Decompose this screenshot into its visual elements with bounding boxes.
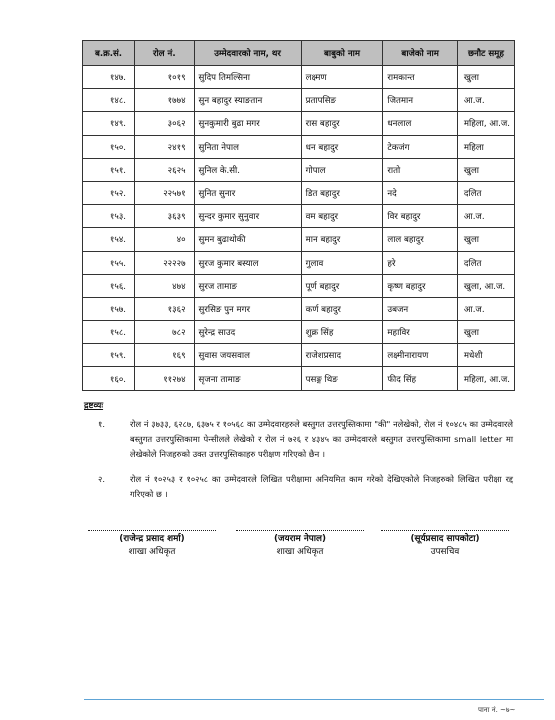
table-row	[83, 321, 515, 344]
roll-cell: २४१९	[135, 135, 195, 158]
selection-group-cell: महिला, आ.ज.	[457, 112, 514, 135]
selection-group-cell: आ.ज.	[457, 205, 514, 228]
serial-cell: १५९.	[83, 344, 135, 367]
selection-group-cell: मधेशी	[457, 344, 514, 367]
table-header-row	[83, 41, 515, 66]
serial-cell: १५३.	[83, 205, 135, 228]
grandfather-name-cell: नदे	[383, 181, 458, 204]
candidate-name-cell: सुदिप तिमल्सिना	[194, 66, 301, 89]
selection-group-cell: खुला, आ.ज.	[457, 274, 514, 297]
candidate-name-cell: सुन्दर कुमार सुनुवार	[194, 205, 301, 228]
candidate-name-cell: सुवास जयसवाल	[194, 344, 301, 367]
father-name-cell: लक्ष्मण	[301, 66, 383, 89]
roll-cell: १६९	[135, 344, 195, 367]
serial-cell: १५२.	[83, 181, 135, 204]
page-number: पाना नं. ~७~	[478, 706, 516, 714]
signature-line	[381, 523, 509, 531]
roll-cell: १३६२	[135, 297, 195, 320]
serial-cell: १५५.	[83, 251, 135, 274]
serial-cell: १५७.	[83, 297, 135, 320]
selection-group-cell: महिला	[457, 135, 514, 158]
header-selection-group: छनौट समूह	[457, 41, 514, 66]
signatory-title: शाखा अधिकृत	[276, 547, 324, 557]
father-name-cell: राजेशप्रसाद	[301, 344, 383, 367]
father-name-cell: गुलाव	[301, 251, 383, 274]
serial-cell: १५६.	[83, 274, 135, 297]
roll-cell: ११२७४	[135, 367, 195, 390]
note-item	[98, 417, 513, 462]
father-name-cell: पूर्ण बहादुर	[301, 274, 383, 297]
father-name-cell: रास बहादुर	[301, 112, 383, 135]
serial-cell: १४९.	[83, 112, 135, 135]
signature-line	[88, 523, 216, 531]
grandfather-name-cell: कृष्ण बहादुर	[383, 274, 458, 297]
roll-cell: ४७४	[135, 274, 195, 297]
signatory-title: शाखा अधिकृत	[128, 547, 176, 557]
table-row	[83, 228, 515, 251]
table-row	[83, 344, 515, 367]
grandfather-name-cell: हरे	[383, 251, 458, 274]
father-name-cell: कर्ण बहादुर	[301, 297, 383, 320]
results-table	[82, 40, 515, 391]
table-row	[83, 158, 515, 181]
roll-cell: २२२२७	[135, 251, 195, 274]
table-row	[83, 181, 515, 204]
signatory-name: (सूर्यप्रसाद सापकोटा)	[410, 534, 480, 544]
selection-group-cell: आ.ज.	[457, 89, 514, 112]
grandfather-name-cell: लाल बहादुर	[383, 228, 458, 251]
signature-block	[82, 523, 222, 559]
notes-title: द्रष्टव्यः	[84, 401, 104, 411]
serial-cell: १४७.	[83, 66, 135, 89]
table-row	[83, 251, 515, 274]
grandfather-name-cell: फीद सिंह	[383, 367, 458, 390]
father-name-cell: डित बहादुर	[301, 181, 383, 204]
selection-group-cell: खुला	[457, 158, 514, 181]
roll-cell: ४०	[135, 228, 195, 251]
grandfather-name-cell: रामकान्त	[383, 66, 458, 89]
selection-group-cell: महिला, आ.ज.	[457, 367, 514, 390]
table-row	[83, 135, 515, 158]
father-name-cell: वम बहादुर	[301, 205, 383, 228]
selection-group-cell: खुला	[457, 321, 514, 344]
candidate-name-cell: सुनकुमारी बुढा मगर	[194, 112, 301, 135]
grandfather-name-cell: धनलाल	[383, 112, 458, 135]
serial-cell: १४८.	[83, 89, 135, 112]
father-name-cell: गोपाल	[301, 158, 383, 181]
table-row	[83, 66, 515, 89]
candidate-name-cell: सृजना तामाङ	[194, 367, 301, 390]
grandfather-name-cell: महाविर	[383, 321, 458, 344]
table-row	[83, 274, 515, 297]
selection-group-cell: खुला	[457, 228, 514, 251]
roll-cell: ३०६२	[135, 112, 195, 135]
selection-group-cell: खुला	[457, 66, 514, 89]
header-serial: ब.क्र.सं.	[83, 41, 135, 66]
father-name-cell: धन बहादुर	[301, 135, 383, 158]
roll-cell: १०१९	[135, 66, 195, 89]
father-name-cell: पसङ्ग थिङ	[301, 367, 383, 390]
header-candidate-name: उम्मेदवारको नाम, थर	[194, 41, 301, 66]
selection-group-cell: आ.ज.	[457, 297, 514, 320]
signatory-name: (जयराम नेपाल)	[274, 534, 326, 544]
header-grandfather-name: बाजेको नाम	[383, 41, 458, 66]
table-row	[83, 89, 515, 112]
father-name-cell: शुक्र सिंह	[301, 321, 383, 344]
signature-block	[230, 523, 370, 559]
table-row	[83, 112, 515, 135]
serial-cell: १५४.	[83, 228, 135, 251]
father-name-cell: मान बहादुर	[301, 228, 383, 251]
candidate-name-cell: सुनिता नेपाल	[194, 135, 301, 158]
note-number: १.	[98, 419, 105, 429]
grandfather-name-cell: लक्ष्मीनारायण	[383, 344, 458, 367]
candidate-name-cell: सुरज तामाङ	[194, 274, 301, 297]
candidate-name-cell: सुरज कुमार बस्याल	[194, 251, 301, 274]
roll-cell: १७७४	[135, 89, 195, 112]
grandfather-name-cell: टेकजंग	[383, 135, 458, 158]
grandfather-name-cell: विर बहादुर	[383, 205, 458, 228]
grandfather-name-cell: उबजन	[383, 297, 458, 320]
header-roll: रोल नं.	[135, 41, 195, 66]
candidate-name-cell: सुनित सुनार	[194, 181, 301, 204]
note-number: २.	[98, 474, 105, 484]
roll-cell: ३६३९	[135, 205, 195, 228]
roll-cell: ७८२	[135, 321, 195, 344]
selection-group-cell: दलित	[457, 251, 514, 274]
header-father-name: बाबुको नाम	[301, 41, 383, 66]
footer-rule	[84, 699, 544, 700]
candidate-name-cell: सुन बहादुर स्याङतान	[194, 89, 301, 112]
table-row	[83, 205, 515, 228]
note-item	[98, 472, 513, 502]
father-name-cell: प्रतापसिङ	[301, 89, 383, 112]
signatory-name: (राजेन्द्र प्रसाद शर्मा)	[119, 534, 185, 544]
candidate-name-cell: सुमन बुढाथोकी	[194, 228, 301, 251]
signature-line	[236, 523, 364, 531]
table-body	[83, 66, 515, 391]
roll-cell: २६२५	[135, 158, 195, 181]
candidate-name-cell: सुनिल के.सी.	[194, 158, 301, 181]
selection-group-cell: दलित	[457, 181, 514, 204]
note-text: रोल नं ३७३३, ६२८७, ६३७५ र १०५६८ का उम्मेदवारहरुले बस्तुगत उत्तरपुस्तिकामा "की" नलेखेको, रोल नं १०४८५ का उम्मेदवारले बस्तुगत उत्तरपुस्तिकामा पेन्सीलले लेखेको र रोल नं ७२६ र ४३४५ का उम्मेदवारले बस्तुगत उत्तरपुस्तिकामा small letter मा लेखेकोले निजहरुको उक्त उत्तरपुस्तिकाहरु परीक्षण गरिएको छैन ।	[130, 419, 513, 459]
serial-cell: १६०.	[83, 367, 135, 390]
serial-cell: १५०.	[83, 135, 135, 158]
signature-block	[375, 523, 515, 559]
serial-cell: १५१.	[83, 158, 135, 181]
candidate-name-cell: सुरेन्द्र साउद	[194, 321, 301, 344]
table-row	[83, 297, 515, 320]
note-text: रोल नं १०२५३ र १०२५८ का उम्मेदवारले लिखित परीक्षामा अनियमित काम गरेको देखिएकोले निजहरुको लिखित परीक्षा रद्द गरिएको छ ।	[130, 474, 513, 499]
table-row	[83, 367, 515, 390]
grandfather-name-cell: रातो	[383, 158, 458, 181]
roll-cell: २२५७१	[135, 181, 195, 204]
candidate-name-cell: सुरसिङ पुन मगर	[194, 297, 301, 320]
grandfather-name-cell: जितमान	[383, 89, 458, 112]
serial-cell: १५८.	[83, 321, 135, 344]
signatory-title: उपसचिव	[430, 547, 460, 557]
